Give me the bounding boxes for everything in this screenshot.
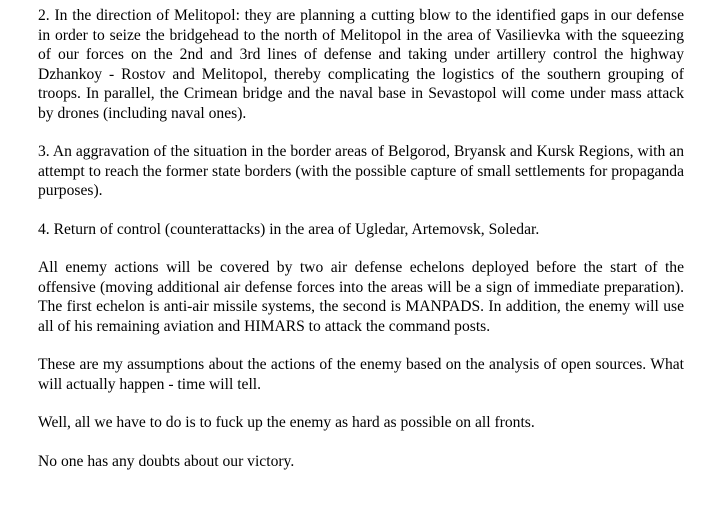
paragraph-assumptions: These are my assumptions about the actions of the enemy based on the analysis of open sources. What will actually happen - time will tell. [38,356,684,393]
paragraph-return-of-control: 4. Return of control (counterattacks) in the area of Ugledar, Artemovsk, Soledar. [38,220,540,238]
paragraph-victory: No one has any doubts about our victory. [38,452,295,470]
paragraph-melitopol-direction: 2. In the direction of Melitopol: they are planning a cutting blow to the identified gaps in our defense in order to seize the bridgehead to the north of Melitopol in the area of Vasilievka with the squeezing of our forces on the 2nd and 3rd lines of defense and taking under artillery control the highway Dzhankoy - Rostov and Melitopol, thereby complicating the logistics of the southern grouping of troops. In parallel, the Crimean bridge and the naval base in Sevastopol will come under mass attack by drones (including naval ones). [38,7,684,122]
paragraph-all-fronts: Well, all we have to do is to fuck up the enemy as hard as possible on all fronts. [38,414,535,431]
paragraph-air-defense: All enemy actions will be covered by two air defense echelons deployed before the start of the offensive (moving additional air defense forces into the areas will be a sign of immediate preparation). The first echelon is anti-air missile systems, the second is MANPADS. In addition, the enemy will use all of his remaining aviation and HIMARS to attack the command posts. [38,259,684,335]
paragraph-border-areas: 3. An aggravation of the situation in the border areas of Belgorod, Bryansk and Kursk Regions, with an attempt to reach the former state borders (with the possible capture of small settlements for propaganda purposes). [38,143,684,199]
